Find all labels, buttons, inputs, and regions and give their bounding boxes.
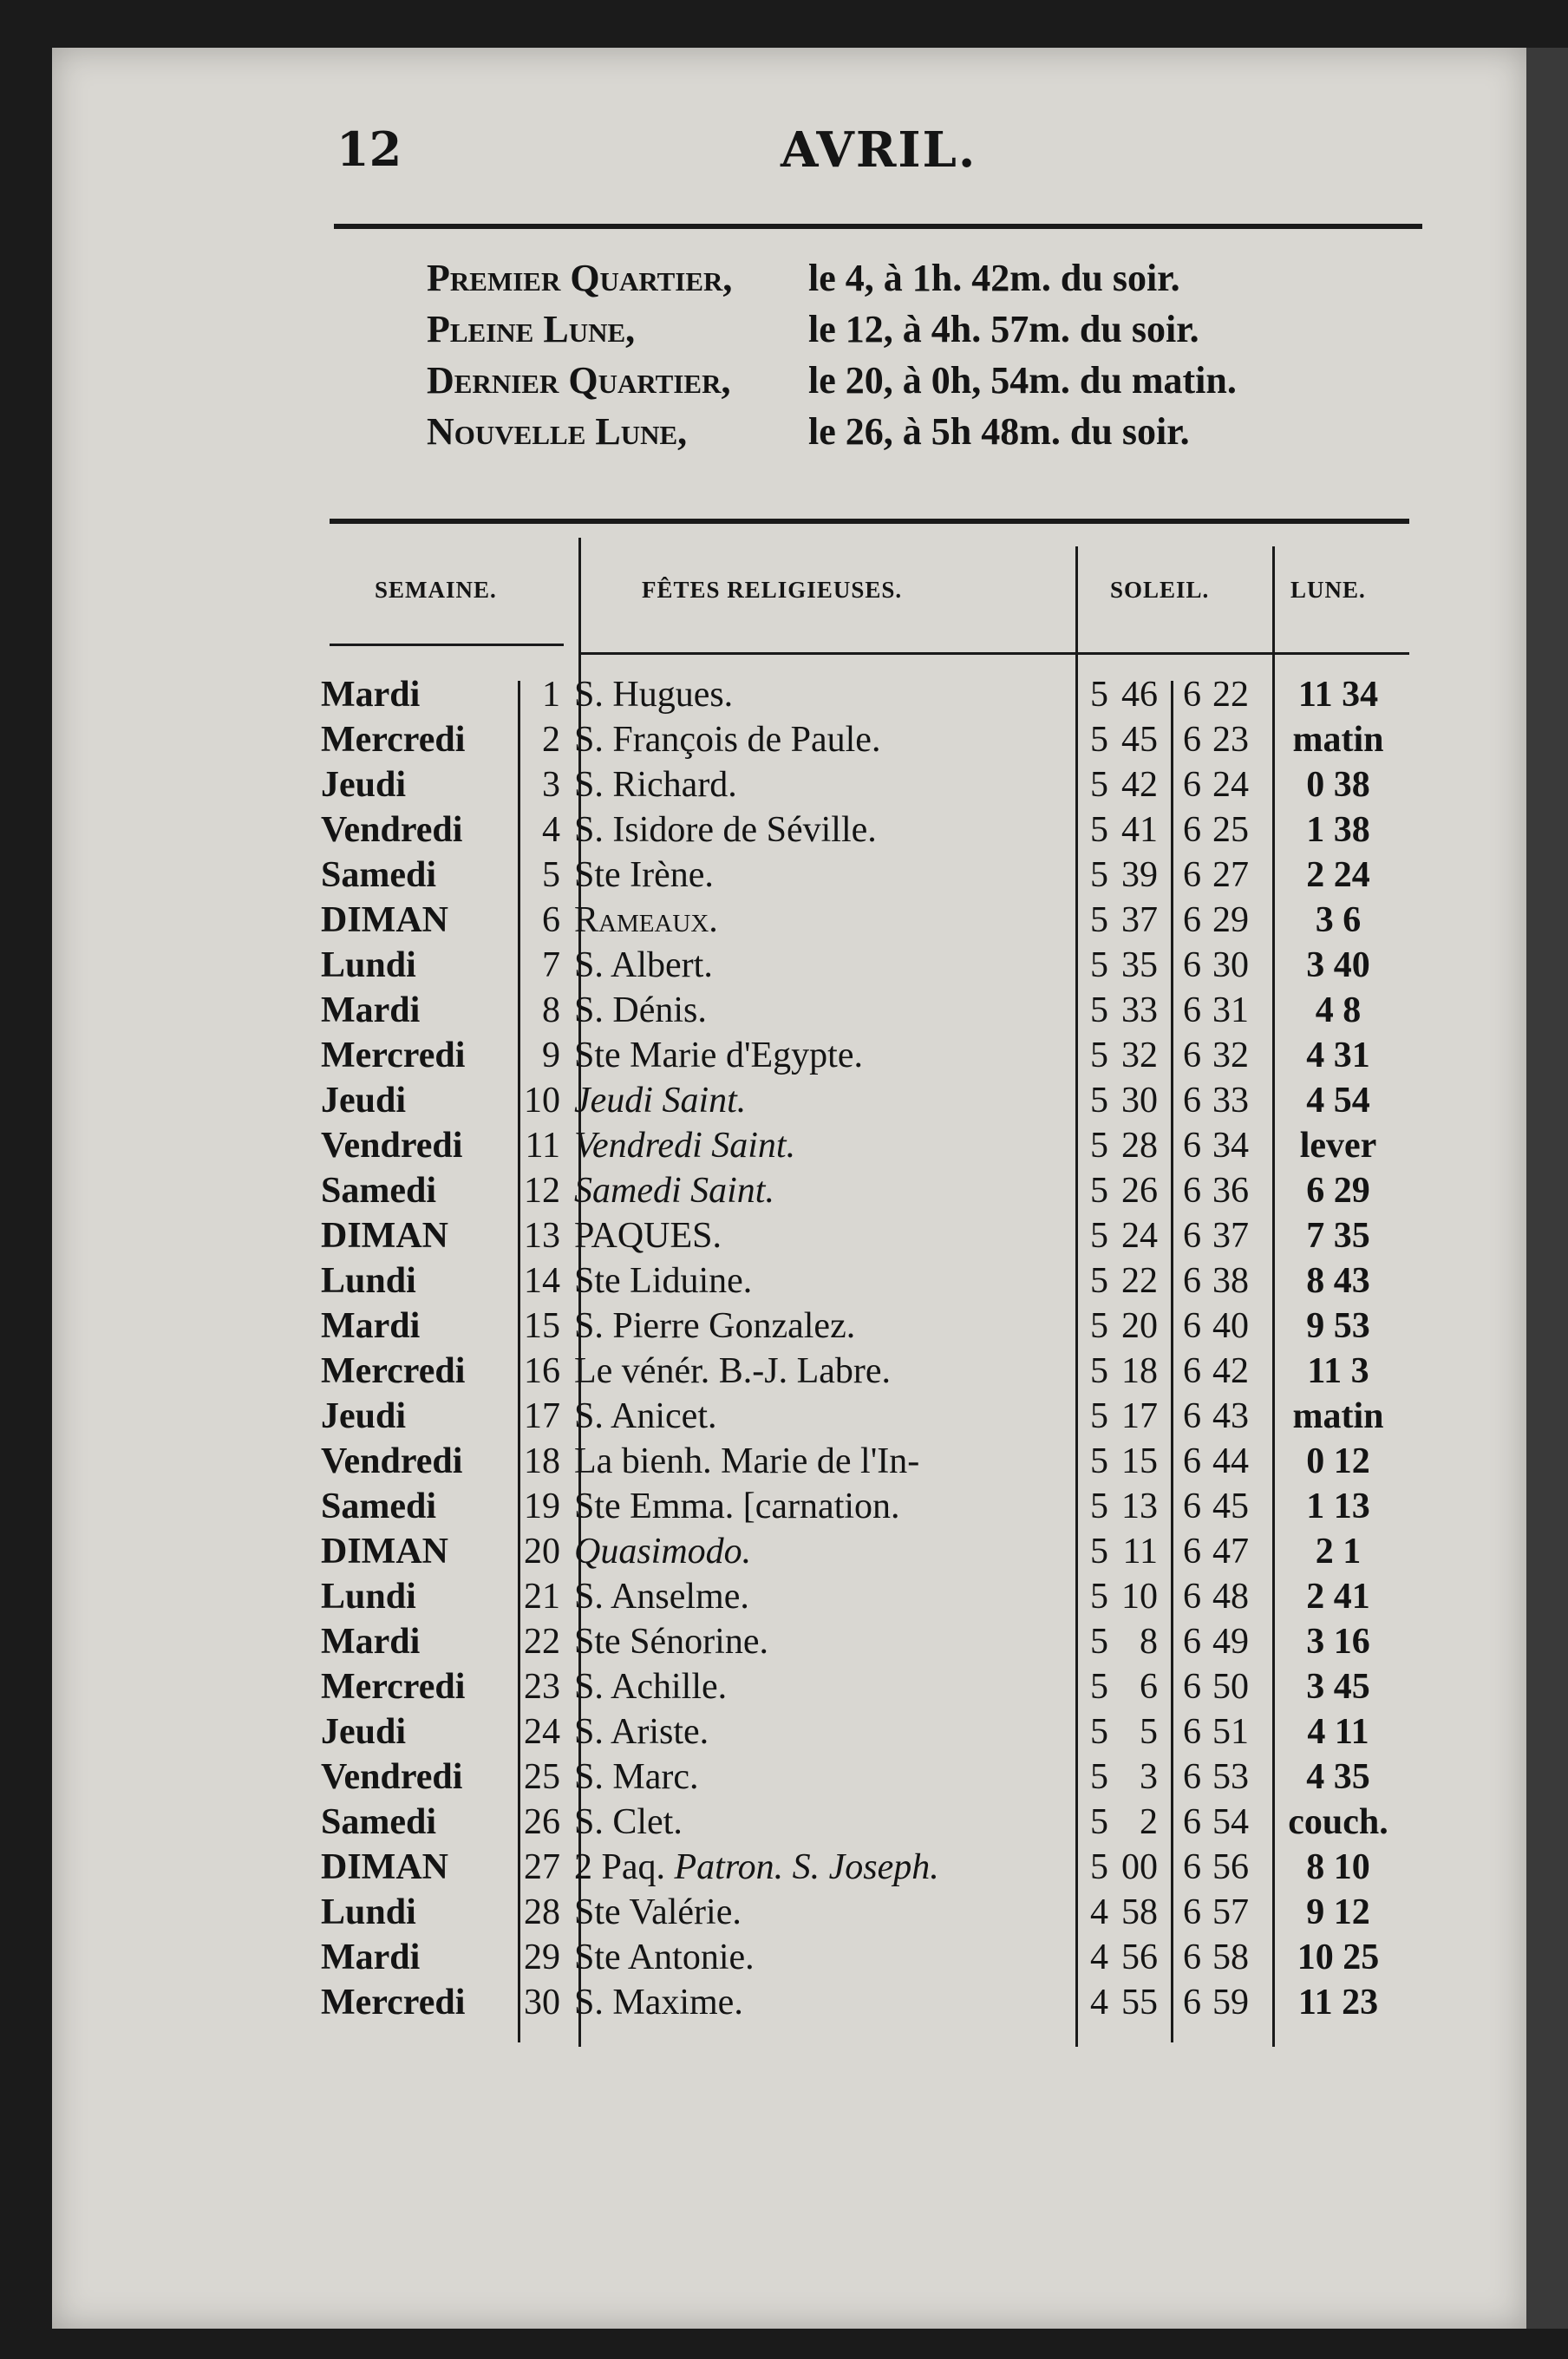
- date-cell: 8: [542, 990, 560, 1030]
- moon-cell: 9 53: [1306, 1306, 1370, 1346]
- phase-last-quarter: [427, 358, 1381, 409]
- calendar-table: [321, 672, 1414, 2025]
- sunset-minute-cell: 22: [1212, 675, 1249, 715]
- sunset-hour-cell: 6: [1183, 1441, 1201, 1481]
- table-row: [321, 1078, 1414, 1123]
- sunrise-hour-cell: 5: [1090, 1441, 1108, 1481]
- sunrise-minute-cell: 17: [1121, 1396, 1158, 1436]
- moon-cell: 3 6: [1315, 900, 1362, 940]
- table-row: [321, 1619, 1414, 1664]
- sunrise-hour-cell: 5: [1090, 1802, 1108, 1842]
- phase-when: le 12, à 4h. 57m. du soir.: [808, 308, 1199, 350]
- date-cell: 29: [524, 1938, 560, 1977]
- sunset-minute-cell: 38: [1212, 1261, 1249, 1301]
- moon-cell: 6 29: [1306, 1171, 1370, 1211]
- day-cell: Lundi: [321, 1577, 416, 1617]
- table-row: [321, 1800, 1414, 1845]
- phase-label: Dernier Quartier,: [427, 359, 731, 402]
- date-cell: 17: [524, 1396, 560, 1436]
- saint-cell: Vendredi Saint.: [574, 1126, 796, 1166]
- moon-cell: 2 24: [1306, 855, 1370, 895]
- table-row: [321, 1258, 1414, 1304]
- table-row: [321, 1890, 1414, 1935]
- saint-cell: Quasimodo.: [574, 1532, 752, 1572]
- moon-cell: lever: [1299, 1126, 1377, 1166]
- sunset-hour-cell: 6: [1183, 1261, 1201, 1301]
- moon-cell: 4 54: [1306, 1081, 1370, 1121]
- date-cell: 20: [524, 1532, 560, 1572]
- top-rule: [334, 224, 1422, 229]
- date-cell: 15: [524, 1306, 560, 1346]
- sunrise-minute-cell: 39: [1121, 855, 1158, 895]
- sunrise-minute-cell: 13: [1121, 1487, 1158, 1526]
- sunrise-minute-cell: 33: [1121, 990, 1158, 1030]
- day-cell: DIMAN: [321, 900, 448, 940]
- sunrise-minute-cell: 10: [1121, 1577, 1158, 1617]
- date-cell: 24: [524, 1712, 560, 1752]
- saint-cell: Ste Valérie.: [574, 1892, 742, 1932]
- moon-cell: 4 11: [1307, 1712, 1369, 1752]
- saint-cell: La bienh. Marie de l'In-: [574, 1441, 920, 1481]
- sunset-minute-cell: 56: [1212, 1847, 1249, 1887]
- sunset-minute-cell: 25: [1212, 810, 1249, 850]
- date-cell: 18: [524, 1441, 560, 1481]
- sunset-hour-cell: 6: [1183, 765, 1201, 805]
- moon-cell: 11 34: [1297, 675, 1379, 715]
- date-cell: 16: [524, 1351, 560, 1391]
- sunrise-hour-cell: 5: [1090, 1712, 1108, 1752]
- page-number: 12: [336, 121, 402, 177]
- day-cell: Jeudi: [321, 1712, 407, 1752]
- day-cell: Mercredi: [321, 1036, 466, 1075]
- sunrise-minute-cell: 37: [1121, 900, 1158, 940]
- moon-cell: 8 10: [1306, 1847, 1370, 1887]
- sunset-minute-cell: 50: [1212, 1667, 1249, 1707]
- table-row: [321, 1123, 1414, 1168]
- sunrise-minute-cell: 58: [1121, 1892, 1158, 1932]
- date-cell: 22: [524, 1622, 560, 1662]
- sunset-hour-cell: 6: [1183, 1487, 1201, 1526]
- sunset-minute-cell: 53: [1212, 1757, 1249, 1797]
- sunset-hour-cell: 6: [1183, 1892, 1201, 1932]
- saint-cell: S. Anicet.: [574, 1396, 717, 1436]
- sunrise-hour-cell: 5: [1090, 1081, 1108, 1121]
- sunset-hour-cell: 6: [1183, 900, 1201, 940]
- table-row: [321, 762, 1414, 807]
- saint-cell: S. Anselme.: [574, 1577, 749, 1617]
- sunrise-minute-cell: 22: [1121, 1261, 1158, 1301]
- table-row: [321, 1980, 1414, 2025]
- sunrise-minute-cell: 26: [1121, 1171, 1158, 1211]
- date-cell: 23: [524, 1667, 560, 1707]
- sunset-hour-cell: 6: [1183, 1847, 1201, 1887]
- sunset-hour-cell: 6: [1183, 945, 1201, 985]
- day-cell: Mardi: [321, 1938, 421, 1977]
- saint-cell: S. Hugues.: [574, 675, 734, 715]
- sunset-hour-cell: 6: [1183, 1126, 1201, 1166]
- sunrise-minute-cell: 35: [1121, 945, 1158, 985]
- date-cell: 1: [542, 675, 560, 715]
- saint-cell: Ste Sénorine.: [574, 1622, 768, 1662]
- moon-cell: 3 45: [1306, 1667, 1370, 1707]
- sunset-hour-cell: 6: [1183, 1938, 1201, 1977]
- sunset-hour-cell: 6: [1183, 1216, 1201, 1256]
- day-cell: Mercredi: [321, 1983, 466, 2022]
- sunset-hour-cell: 6: [1183, 1306, 1201, 1346]
- date-cell: 21: [524, 1577, 560, 1617]
- col-head-fetes: FÊTES RELIGIEUSES.: [642, 577, 903, 603]
- sunrise-hour-cell: 5: [1090, 1847, 1108, 1887]
- moon-cell: 3 40: [1306, 945, 1370, 985]
- sunset-minute-cell: 31: [1212, 990, 1249, 1030]
- sunset-hour-cell: 6: [1183, 990, 1201, 1030]
- sunrise-hour-cell: 5: [1090, 765, 1108, 805]
- sunrise-minute-cell: 42: [1121, 765, 1158, 805]
- saint-cell: S. Marc.: [574, 1757, 699, 1797]
- sunrise-minute-cell: 56: [1121, 1938, 1158, 1977]
- day-cell: Mardi: [321, 675, 421, 715]
- table-row: [321, 1349, 1414, 1394]
- sunrise-minute-cell: 20: [1121, 1306, 1158, 1346]
- day-cell: Mardi: [321, 1306, 421, 1346]
- day-cell: Jeudi: [321, 1081, 407, 1121]
- moon-cell: 0 12: [1306, 1441, 1370, 1481]
- day-cell: Vendredi: [321, 1757, 463, 1797]
- day-cell: Vendredi: [321, 810, 463, 850]
- phase-label: Pleine Lune,: [427, 308, 636, 350]
- sunset-minute-cell: 51: [1212, 1712, 1249, 1752]
- sunset-minute-cell: 44: [1212, 1441, 1249, 1481]
- sunrise-hour-cell: 4: [1090, 1938, 1108, 1977]
- moon-cell: 4 31: [1306, 1036, 1370, 1075]
- moon-cell: 4 35: [1306, 1757, 1370, 1797]
- sunrise-hour-cell: 5: [1090, 1306, 1108, 1346]
- moon-cell: 11 3: [1307, 1351, 1369, 1391]
- moon-cell: 1 38: [1306, 810, 1370, 850]
- sunrise-hour-cell: 5: [1090, 1757, 1108, 1797]
- sunset-minute-cell: 30: [1212, 945, 1249, 985]
- table-row: [321, 1484, 1414, 1529]
- sunrise-minute-cell: 28: [1121, 1126, 1158, 1166]
- saint-cell: S. Dénis.: [574, 990, 707, 1030]
- sunrise-hour-cell: 5: [1090, 1667, 1108, 1707]
- sunset-minute-cell: 29: [1212, 900, 1249, 940]
- sunrise-minute-cell: 32: [1121, 1036, 1158, 1075]
- header-underline-right: [581, 652, 1409, 655]
- sunrise-hour-cell: 4: [1090, 1983, 1108, 2022]
- table-row: [321, 1935, 1414, 1980]
- date-cell: 2: [542, 720, 560, 760]
- day-cell: DIMAN: [321, 1216, 448, 1256]
- col-head-soleil: SOLEIL.: [1110, 577, 1210, 603]
- saint-cell: Ste Emma. [carnation.: [574, 1487, 900, 1526]
- sunset-hour-cell: 6: [1183, 855, 1201, 895]
- sunrise-minute-cell: 3: [1140, 1757, 1158, 1797]
- saint-cell: Rameaux.: [574, 900, 718, 940]
- sunrise-minute-cell: 24: [1121, 1216, 1158, 1256]
- day-cell: Samedi: [321, 1487, 437, 1526]
- saint-cell: S. Isidore de Séville.: [574, 810, 877, 850]
- moon-cell: couch.: [1288, 1802, 1388, 1842]
- date-cell: 4: [542, 810, 560, 850]
- sunrise-hour-cell: 5: [1090, 1577, 1108, 1617]
- moon-cell: 10 25: [1297, 1938, 1380, 1977]
- date-cell: 10: [524, 1081, 560, 1121]
- saint-cell: Ste Antonie.: [574, 1938, 755, 1977]
- day-cell: Jeudi: [321, 1396, 407, 1436]
- moon-cell: 11 23: [1297, 1983, 1379, 2022]
- day-cell: Jeudi: [321, 765, 407, 805]
- sunset-hour-cell: 6: [1183, 810, 1201, 850]
- date-cell: 3: [542, 765, 560, 805]
- saint-cell: S. Ariste.: [574, 1712, 709, 1752]
- sunrise-hour-cell: 5: [1090, 1171, 1108, 1211]
- day-cell: Vendredi: [321, 1441, 463, 1481]
- date-cell: 26: [524, 1802, 560, 1842]
- sunrise-minute-cell: 46: [1121, 675, 1158, 715]
- table-row: [321, 1709, 1414, 1755]
- date-cell: 25: [524, 1757, 560, 1797]
- day-cell: Mardi: [321, 1622, 421, 1662]
- day-cell: Samedi: [321, 1802, 437, 1842]
- phase-when: le 26, à 5h 48m. du soir.: [808, 410, 1190, 453]
- day-cell: DIMAN: [321, 1847, 448, 1887]
- date-cell: 28: [524, 1892, 560, 1932]
- sunset-hour-cell: 6: [1183, 1036, 1201, 1075]
- table-row: [321, 1213, 1414, 1258]
- sunset-hour-cell: 6: [1183, 1802, 1201, 1842]
- sunrise-minute-cell: 6: [1140, 1667, 1158, 1707]
- phase-full-moon: [427, 307, 1381, 358]
- sunrise-minute-cell: 11: [1122, 1532, 1158, 1572]
- table-row: [321, 1845, 1414, 1890]
- sunset-minute-cell: 58: [1212, 1938, 1249, 1977]
- saint-cell: S. François de Paule.: [574, 720, 881, 760]
- sunrise-hour-cell: 5: [1090, 1622, 1108, 1662]
- date-cell: 19: [524, 1487, 560, 1526]
- sunset-minute-cell: 37: [1212, 1216, 1249, 1256]
- sunrise-minute-cell: 45: [1121, 720, 1158, 760]
- sunset-minute-cell: 36: [1212, 1171, 1249, 1211]
- day-cell: Lundi: [321, 945, 416, 985]
- sunset-minute-cell: 27: [1212, 855, 1249, 895]
- sunrise-minute-cell: 30: [1121, 1081, 1158, 1121]
- saint-cell: 2 Paq. Patron. S. Joseph.: [574, 1847, 939, 1887]
- day-cell: Lundi: [321, 1261, 416, 1301]
- sunset-hour-cell: 6: [1183, 720, 1201, 760]
- phase-when: le 20, à 0h, 54m. du matin.: [808, 359, 1237, 402]
- sunrise-hour-cell: 5: [1090, 1532, 1108, 1572]
- sunrise-minute-cell: 55: [1121, 1983, 1158, 2022]
- phase-label: Premier Quartier,: [427, 257, 733, 299]
- table-row: [321, 1664, 1414, 1709]
- date-cell: 12: [524, 1171, 560, 1211]
- saint-cell: S. Clet.: [574, 1802, 683, 1842]
- sunset-minute-cell: 23: [1212, 720, 1249, 760]
- saint-cell: Ste Marie d'Egypte.: [574, 1036, 863, 1075]
- saint-cell: Ste Liduine.: [574, 1261, 753, 1301]
- sunset-hour-cell: 6: [1183, 675, 1201, 715]
- sunrise-minute-cell: 00: [1121, 1847, 1158, 1887]
- table-row: [321, 1304, 1414, 1349]
- date-cell: 27: [524, 1847, 560, 1887]
- table-row: [321, 1574, 1414, 1619]
- day-cell: Lundi: [321, 1892, 416, 1932]
- moon-cell: 9 12: [1306, 1892, 1370, 1932]
- date-cell: 14: [524, 1261, 560, 1301]
- sunset-minute-cell: 43: [1212, 1396, 1249, 1436]
- sunset-hour-cell: 6: [1183, 1983, 1201, 2022]
- moon-cell: 3 16: [1306, 1622, 1370, 1662]
- saint-cell: PAQUES.: [574, 1216, 722, 1256]
- header-underline-left: [330, 644, 564, 646]
- sunset-minute-cell: 24: [1212, 765, 1249, 805]
- table-row: [321, 943, 1414, 988]
- sunset-minute-cell: 34: [1212, 1126, 1249, 1166]
- sunset-minute-cell: 59: [1212, 1983, 1249, 2022]
- date-cell: 11: [525, 1126, 560, 1166]
- sunrise-hour-cell: 5: [1090, 1487, 1108, 1526]
- sunrise-hour-cell: 5: [1090, 945, 1108, 985]
- sunset-minute-cell: 57: [1212, 1892, 1249, 1932]
- sunset-hour-cell: 6: [1183, 1577, 1201, 1617]
- day-cell: Samedi: [321, 1171, 437, 1211]
- phase-first-quarter: [427, 256, 1381, 307]
- day-cell: Mercredi: [321, 1351, 466, 1391]
- sunset-minute-cell: 40: [1212, 1306, 1249, 1346]
- date-cell: 6: [542, 900, 560, 940]
- date-cell: 7: [542, 945, 560, 985]
- sunset-hour-cell: 6: [1183, 1757, 1201, 1797]
- sunset-minute-cell: 45: [1212, 1487, 1249, 1526]
- day-cell: Vendredi: [321, 1126, 463, 1166]
- sunrise-minute-cell: 15: [1121, 1441, 1158, 1481]
- col-head-semaine: SEMAINE.: [375, 577, 497, 603]
- table-row: [321, 1394, 1414, 1439]
- sunrise-minute-cell: 41: [1121, 810, 1158, 850]
- moon-cell: 1 13: [1306, 1487, 1370, 1526]
- sunset-hour-cell: 6: [1183, 1622, 1201, 1662]
- saint-cell: S. Albert.: [574, 945, 713, 985]
- sunset-hour-cell: 6: [1183, 1712, 1201, 1752]
- table-row: [321, 853, 1414, 898]
- sunset-hour-cell: 6: [1183, 1532, 1201, 1572]
- sunrise-hour-cell: 5: [1090, 1216, 1108, 1256]
- table-row: [321, 1439, 1414, 1484]
- table-row: [321, 717, 1414, 762]
- month-title: AVRIL.: [781, 121, 977, 179]
- phase-when: le 4, à 1h. 42m. du soir.: [808, 257, 1180, 299]
- sunset-minute-cell: 32: [1212, 1036, 1249, 1075]
- sunset-minute-cell: 42: [1212, 1351, 1249, 1391]
- moon-cell: 2 41: [1306, 1577, 1370, 1617]
- table-row: [321, 988, 1414, 1033]
- sunrise-hour-cell: 5: [1090, 1351, 1108, 1391]
- table-row: [321, 672, 1414, 717]
- table-row: [321, 1529, 1414, 1574]
- saint-cell: S. Maxime.: [574, 1983, 743, 2022]
- sunrise-hour-cell: 4: [1090, 1892, 1108, 1932]
- moon-cell: 2 1: [1315, 1532, 1362, 1572]
- day-cell: Mercredi: [321, 1667, 466, 1707]
- day-cell: Mercredi: [321, 720, 466, 760]
- moon-phases: [427, 256, 1381, 461]
- sunset-hour-cell: 6: [1183, 1081, 1201, 1121]
- saint-cell: S. Achille.: [574, 1667, 728, 1707]
- moon-cell: 7 35: [1306, 1216, 1370, 1256]
- phase-new-moon: [427, 409, 1381, 461]
- sunset-hour-cell: 6: [1183, 1351, 1201, 1391]
- sunrise-hour-cell: 5: [1090, 1396, 1108, 1436]
- sunrise-minute-cell: 8: [1140, 1622, 1158, 1662]
- saint-cell: Ste Irène.: [574, 855, 714, 895]
- sunset-hour-cell: 6: [1183, 1667, 1201, 1707]
- table-top-rule: [330, 519, 1409, 524]
- facing-page-edge: [1526, 48, 1568, 2329]
- saint-cell: Jeudi Saint.: [574, 1081, 747, 1121]
- phase-label: Nouvelle Lune,: [427, 410, 688, 453]
- sunrise-hour-cell: 5: [1090, 1261, 1108, 1301]
- sunrise-hour-cell: 5: [1090, 855, 1108, 895]
- moon-cell: 4 8: [1315, 990, 1362, 1030]
- sunrise-hour-cell: 5: [1090, 990, 1108, 1030]
- table-row: [321, 1168, 1414, 1213]
- table-row: [321, 807, 1414, 853]
- date-cell: 9: [542, 1036, 560, 1075]
- col-head-lune: LUNE.: [1290, 577, 1366, 603]
- sunrise-minute-cell: 18: [1121, 1351, 1158, 1391]
- table-row: [321, 1033, 1414, 1078]
- day-cell: Mardi: [321, 990, 421, 1030]
- day-cell: Samedi: [321, 855, 437, 895]
- sunrise-hour-cell: 5: [1090, 720, 1108, 760]
- moon-cell: 8 43: [1306, 1261, 1370, 1301]
- moon-cell: 0 38: [1306, 765, 1370, 805]
- sunset-minute-cell: 33: [1212, 1081, 1249, 1121]
- sunrise-minute-cell: 2: [1140, 1802, 1158, 1842]
- saint-cell: Le vénér. B.-J. Labre.: [574, 1351, 892, 1391]
- sunset-hour-cell: 6: [1183, 1396, 1201, 1436]
- saint-cell: S. Pierre Gonzalez.: [574, 1306, 856, 1346]
- date-cell: 30: [524, 1983, 560, 2022]
- sunrise-hour-cell: 5: [1090, 1036, 1108, 1075]
- sunrise-minute-cell: 5: [1140, 1712, 1158, 1752]
- sunset-minute-cell: 54: [1212, 1802, 1249, 1842]
- sunrise-hour-cell: 5: [1090, 900, 1108, 940]
- date-cell: 5: [542, 855, 560, 895]
- day-cell: DIMAN: [321, 1532, 448, 1572]
- saint-cell: S. Richard.: [574, 765, 737, 805]
- sunset-hour-cell: 6: [1183, 1171, 1201, 1211]
- sunrise-hour-cell: 5: [1090, 675, 1108, 715]
- sunrise-hour-cell: 5: [1090, 810, 1108, 850]
- moon-cell: matin: [1292, 720, 1384, 760]
- table-row: [321, 1755, 1414, 1800]
- date-cell: 13: [524, 1216, 560, 1256]
- saint-cell: Samedi Saint.: [574, 1171, 774, 1211]
- table-row: [321, 898, 1414, 943]
- sunset-minute-cell: 49: [1212, 1622, 1249, 1662]
- sunrise-hour-cell: 5: [1090, 1126, 1108, 1166]
- sunset-minute-cell: 47: [1212, 1532, 1249, 1572]
- sunset-minute-cell: 48: [1212, 1577, 1249, 1617]
- moon-cell: matin: [1292, 1396, 1384, 1436]
